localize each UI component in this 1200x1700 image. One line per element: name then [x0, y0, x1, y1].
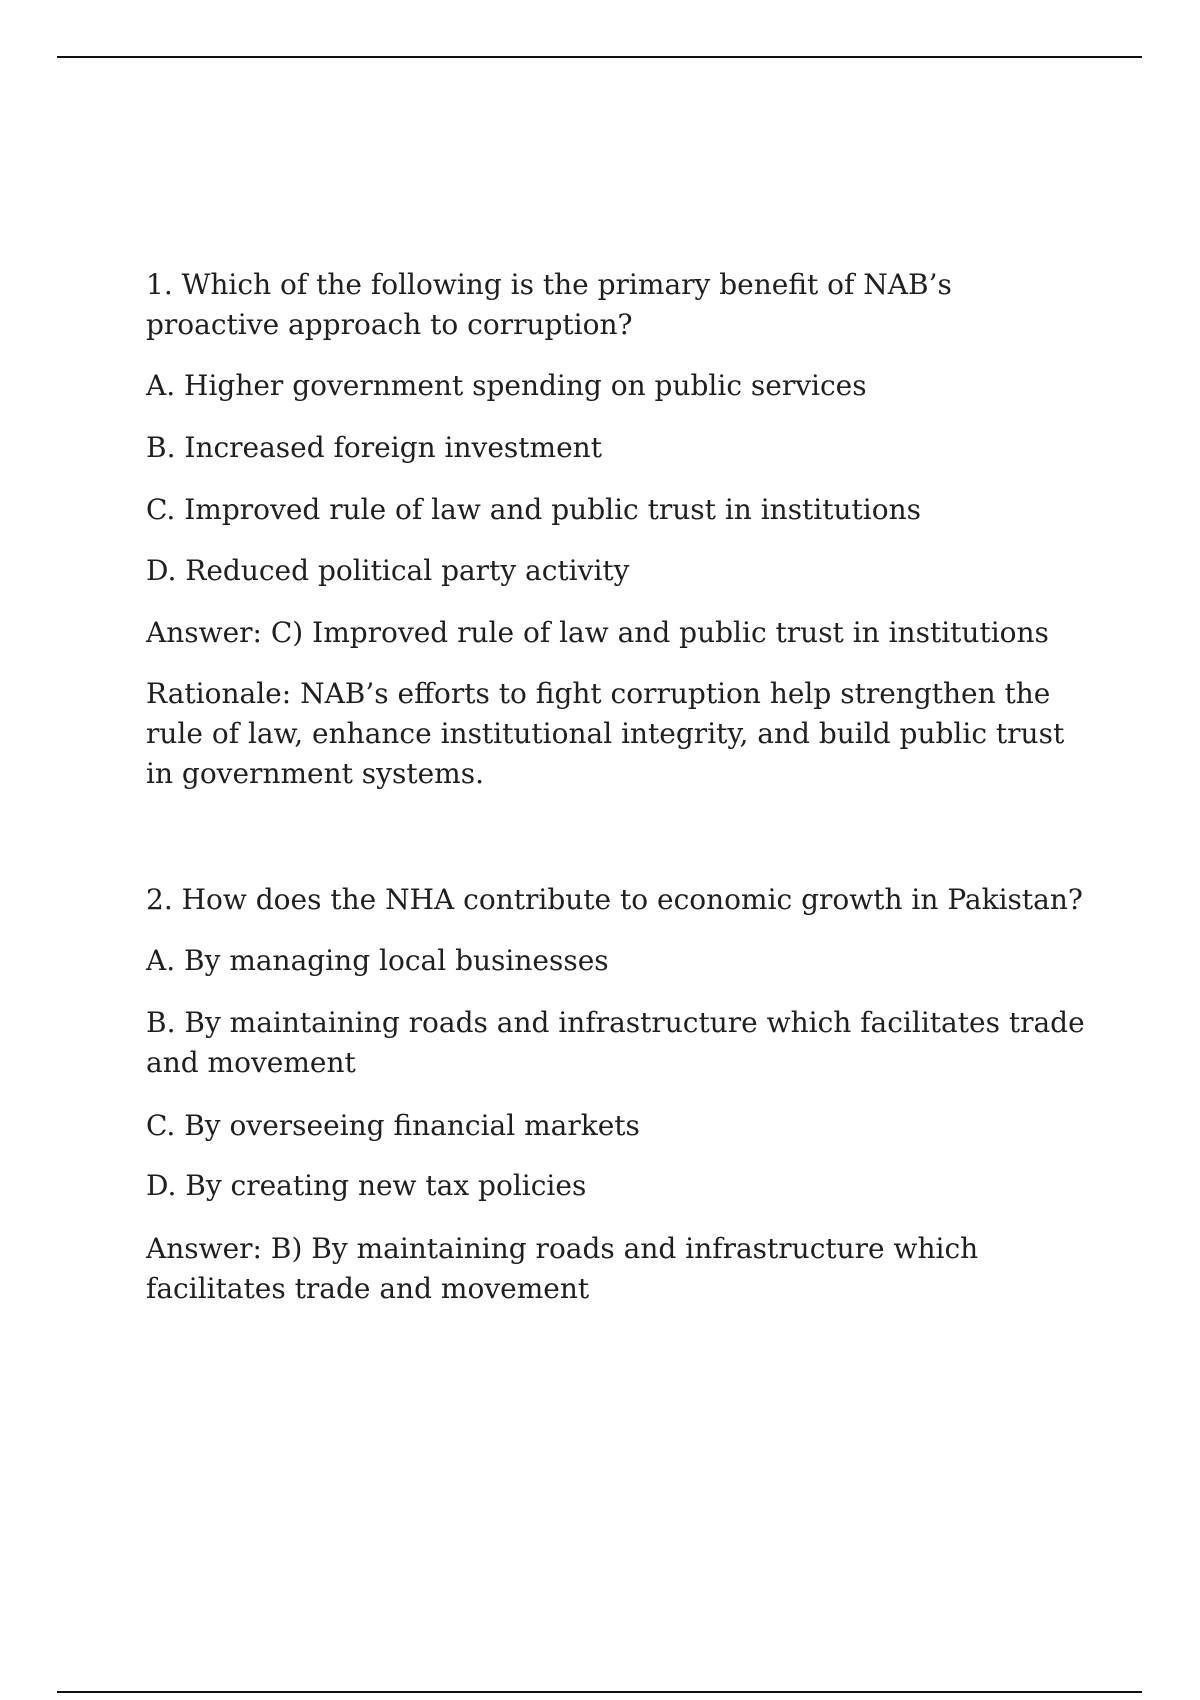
- top-rule: [57, 56, 1142, 58]
- question-2-option-a: A. By managing local businesses: [146, 944, 609, 977]
- question-2-option-c: C. By overseeing financial markets: [146, 1109, 640, 1142]
- bottom-rule: [57, 1691, 1142, 1693]
- question-1-option-a: A. Higher government spending on public services: [146, 369, 867, 402]
- question-1-answer: Answer: C) Improved rule of law and public trust in institutions: [146, 616, 1049, 649]
- question-1-option-d: D. Reduced political party activity: [146, 554, 630, 587]
- question-2-text: 2. How does the NHA contribute to economic growth in Pakistan?: [146, 883, 1083, 916]
- question-2-answer: Answer: B) By maintaining roads and infrastructure which facilitates trade and movement: [146, 1232, 988, 1305]
- question-1-text: 1. Which of the following is the primary benefit of NAB’s proactive approach to corruption?: [146, 268, 961, 341]
- question-2-option-d: D. By creating new tax policies: [146, 1169, 587, 1202]
- question-2-option-b: B. By maintaining roads and infrastructure which facilitates trade and movement: [146, 1006, 1094, 1079]
- question-1-rationale: Rationale: NAB’s efforts to fight corruption help strengthen the rule of law, enhance institutional integrity, and build public trust in government systems.: [146, 677, 1074, 790]
- question-1-option-b: B. Increased foreign investment: [146, 431, 602, 464]
- question-1-option-c: C. Improved rule of law and public trust in institutions: [146, 493, 922, 526]
